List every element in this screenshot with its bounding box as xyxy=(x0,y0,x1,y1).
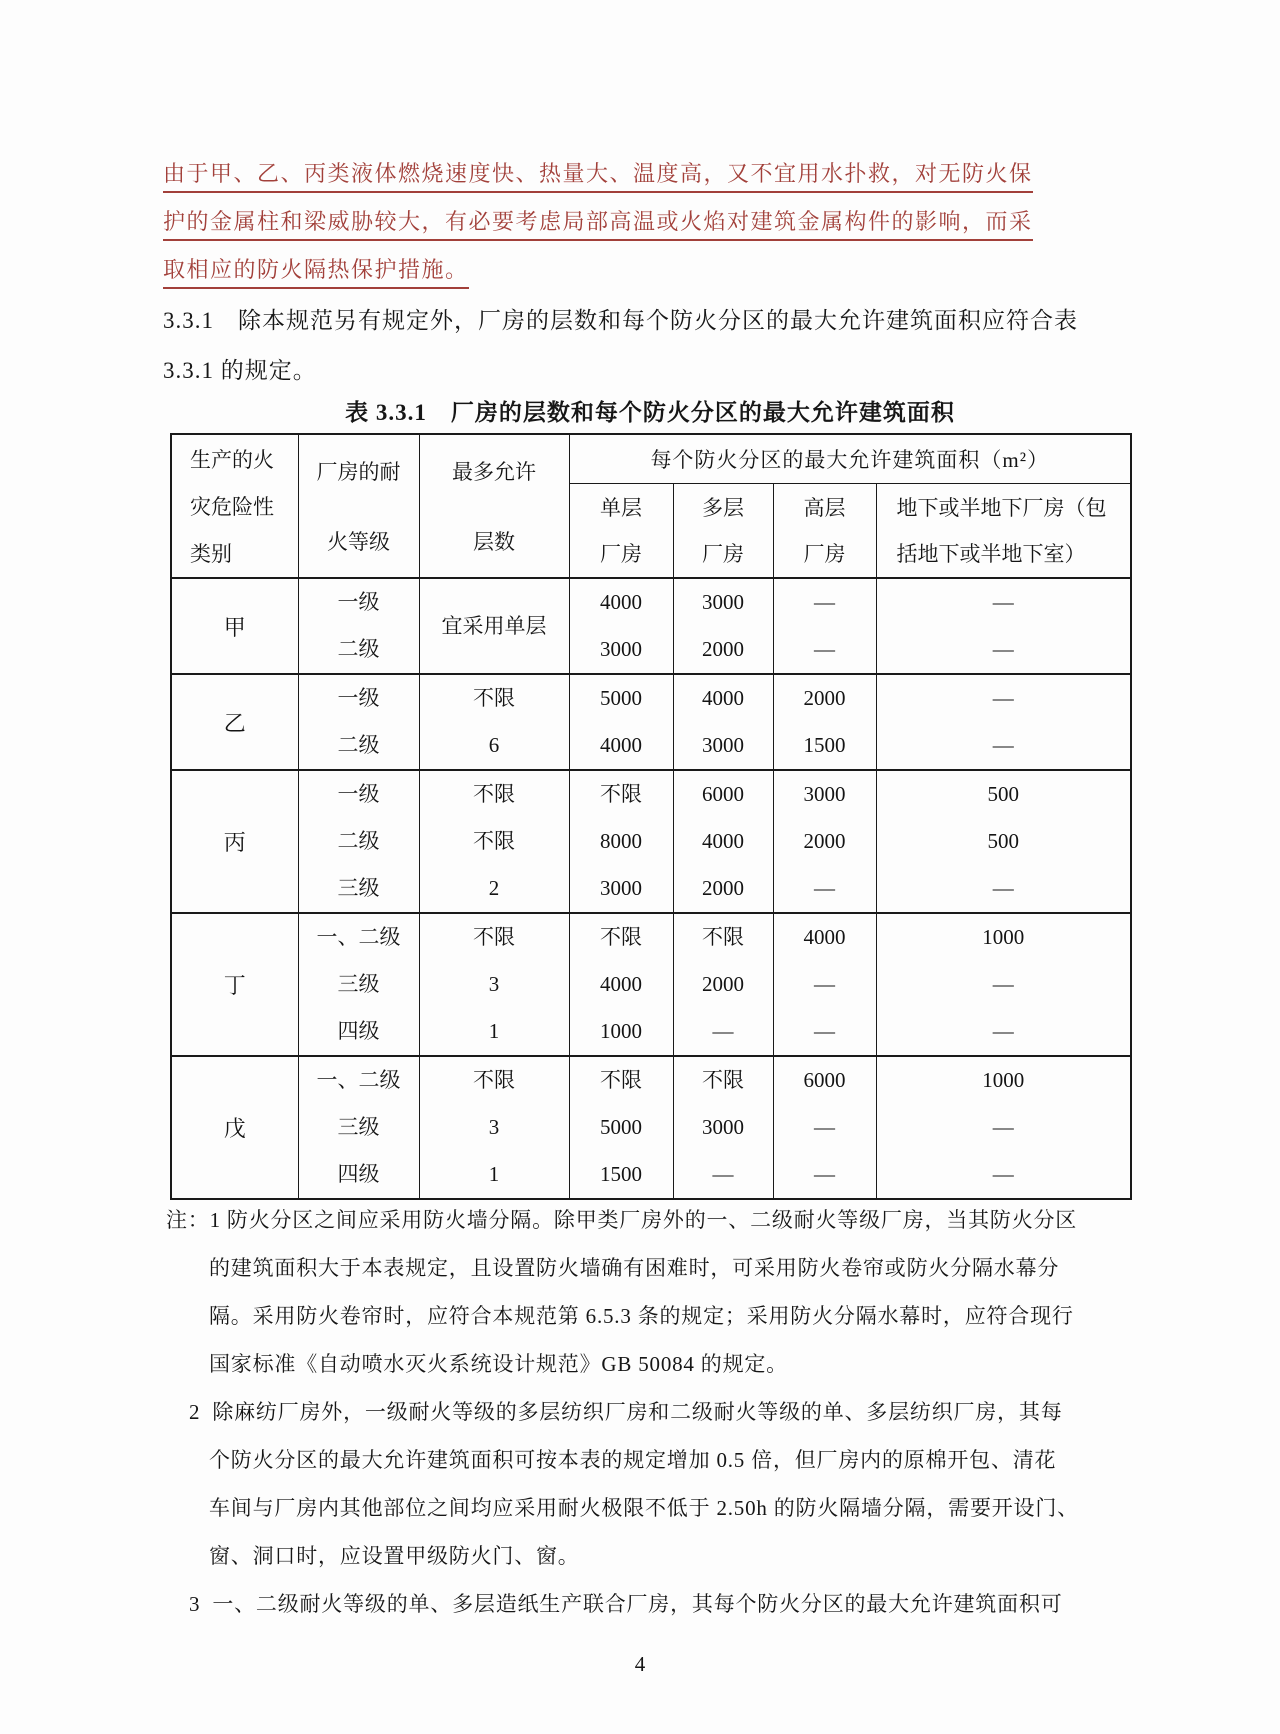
cell-high: 6000 — — xyxy=(773,1056,876,1199)
cell-single: 不限 8000 3000 xyxy=(569,770,673,913)
header-max-floors: 最多允许 层数 xyxy=(419,434,569,578)
red-paragraph-line: 由于甲、乙、丙类液体燃烧速度快、热量大、温度高，又不宜用水扑救，对无防火保 xyxy=(163,150,1063,198)
red-commentary-paragraph xyxy=(163,150,1063,294)
clause-line: 3.3.1 的规定。 xyxy=(163,358,317,383)
cell-high: — — xyxy=(773,578,876,674)
header-multi-storey: 多层 厂房 xyxy=(673,483,773,578)
note-label: 注：1 xyxy=(166,1208,221,1232)
cell-floors: 不限 6 xyxy=(419,674,569,770)
factory-fire-area-table xyxy=(170,433,1132,1200)
table-title: 表 3.3.1 厂房的层数和每个防火分区的最大允许建筑面积 xyxy=(345,400,955,425)
note-line: 个防火分区的最大允许建筑面积可按本表的规定增加 0.5 倍，但厂房内的原棉开包、清花 xyxy=(209,1448,1057,1472)
note-line: 2 除麻纺厂房外，一级耐火等级的多层纺织厂房和二级耐火等级的单、多层纺织厂房，其每 xyxy=(166,1388,1076,1436)
red-paragraph-line: 取相应的防火隔热保护措施。 xyxy=(163,246,1063,294)
cell-single: 不限 5000 1500 xyxy=(569,1056,673,1199)
cell-multi: 不限 2000 — xyxy=(673,913,773,1056)
header-row-1 xyxy=(171,434,1131,483)
cell-category: 戊 xyxy=(171,1056,298,1199)
cell-multi: 不限 3000 — xyxy=(673,1056,773,1199)
header-fire-rating: 厂房的耐 火等级 xyxy=(298,434,419,578)
header-area-group: 每个防火分区的最大允许建筑面积（m²） xyxy=(569,434,1131,483)
cell-category: 甲 xyxy=(171,578,298,674)
note-line: 隔。采用防火卷帘时，应符合本规范第 6.5.3 条的规定；采用防火分隔水幕时，应符合现行 xyxy=(209,1304,1074,1328)
cell-high: 2000 1500 xyxy=(773,674,876,770)
cell-single: 不限 4000 1000 xyxy=(569,913,673,1056)
note-line: 车间与厂房内其他部位之间均应采用耐火极限不低于 2.50h 的防火隔墙分隔，需要开设门、 xyxy=(209,1496,1079,1520)
cell-grades: 一、二级 三级 四级 xyxy=(298,913,419,1056)
red-paragraph-line: 护的金属柱和梁威胁较大，有必要考虑局部高温或火焰对建筑金属构件的影响，而采 xyxy=(163,198,1063,246)
cell-floors: 不限 3 1 xyxy=(419,913,569,1056)
cell-grades: 一级 二级 三级 xyxy=(298,770,419,913)
cell-grades: 一级 二级 xyxy=(298,578,419,674)
page-number: 4 xyxy=(634,1652,646,1676)
table-notes xyxy=(166,1196,1079,1628)
header-single-storey: 单层 厂房 xyxy=(569,483,673,578)
cell-underground: — — xyxy=(876,578,1131,674)
cell-high: 3000 2000 — xyxy=(773,770,876,913)
clause-line: 3.3.1 除本规范另有规定外，厂房的层数和每个防火分区的最大允许建筑面积应符合表 xyxy=(163,308,1078,333)
table-row-wu xyxy=(171,1056,1131,1199)
note-line: 的建筑面积大于本表规定，且设置防火墙确有困难时，可采用防火卷帘或防火分隔水幕分 xyxy=(209,1256,1060,1280)
cell-category: 乙 xyxy=(171,674,298,770)
header-high-rise: 高层 厂房 xyxy=(773,483,876,578)
clause-3-3-1 xyxy=(163,296,1078,396)
note-number: 2 xyxy=(189,1400,201,1424)
cell-category: 丁 xyxy=(171,913,298,1056)
cell-floors: 宜采用单层 xyxy=(419,578,569,674)
cell-floors: 不限 不限 2 xyxy=(419,770,569,913)
header-underground: 地下或半地下厂房（包 括地下或半地下室） xyxy=(876,483,1131,578)
cell-underground: 1000 — — xyxy=(876,913,1131,1056)
table-row-yi xyxy=(171,674,1131,770)
cell-single: 4000 3000 xyxy=(569,578,673,674)
note-number: 3 xyxy=(189,1592,201,1616)
note-line: 窗、洞口时，应设置甲级防火门、窗。 xyxy=(209,1544,580,1568)
cell-underground: 1000 — — xyxy=(876,1056,1131,1199)
note-line: 注：1 防火分区之间应采用防火墙分隔。除甲类厂房外的一、二级耐火等级厂房，当其防火分区 xyxy=(166,1196,1076,1244)
cell-grades: 一级 二级 xyxy=(298,674,419,770)
cell-grades: 一、二级 三级 四级 xyxy=(298,1056,419,1199)
table-row-ding xyxy=(171,913,1131,1056)
note-line: 3 一、二级耐火等级的单、多层造纸生产联合厂房，其每个防火分区的最大允许建筑面积可 xyxy=(166,1580,1076,1628)
cell-underground: 500 500 — xyxy=(876,770,1131,913)
cell-underground: — — xyxy=(876,674,1131,770)
cell-single: 5000 4000 xyxy=(569,674,673,770)
note-line: 国家标准《自动喷水灭火系统设计规范》GB 50084 的规定。 xyxy=(209,1352,788,1376)
cell-high: 4000 — — xyxy=(773,913,876,1056)
table-row-jia xyxy=(171,578,1131,674)
cell-multi: 3000 2000 xyxy=(673,578,773,674)
cell-floors: 不限 3 1 xyxy=(419,1056,569,1199)
cell-multi: 6000 4000 2000 xyxy=(673,770,773,913)
cell-category: 丙 xyxy=(171,770,298,913)
cell-multi: 4000 3000 xyxy=(673,674,773,770)
table-row-bing xyxy=(171,770,1131,913)
header-category: 生产的火 灾危险性 类别 xyxy=(171,434,298,578)
